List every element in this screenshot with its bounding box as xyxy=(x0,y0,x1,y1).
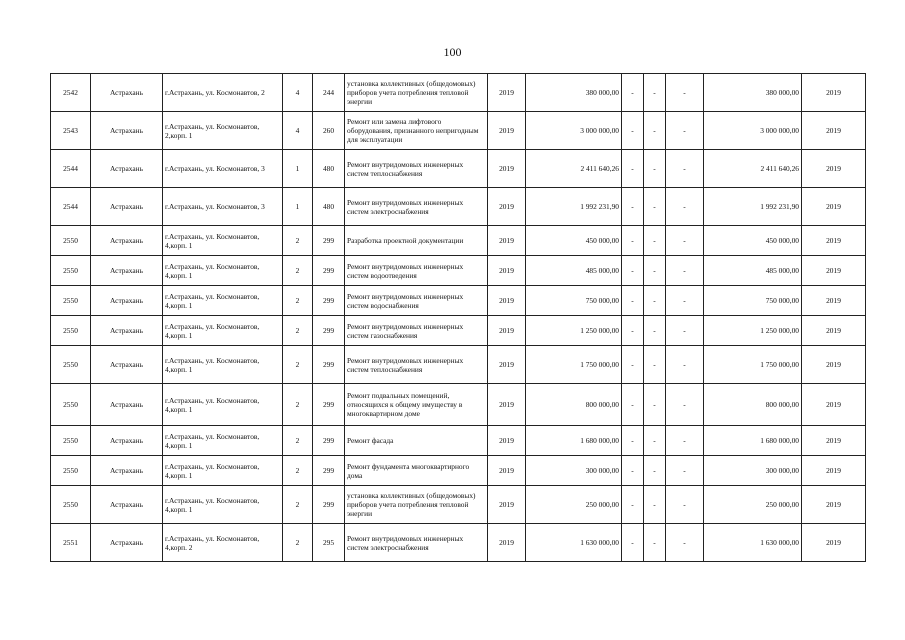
year-cell: 2019 xyxy=(488,384,526,426)
dash-cell-1: - xyxy=(622,256,644,286)
table-row xyxy=(51,426,866,456)
row-id-cell: 2550 xyxy=(51,384,91,426)
dash-cell-3: - xyxy=(666,188,704,226)
cost-cell: 450 000,00 xyxy=(526,226,622,256)
city-cell: Астрахань xyxy=(91,150,163,188)
apartments-cell: 480 xyxy=(313,150,345,188)
year-cell: 2019 xyxy=(488,74,526,112)
dash-cell-1: - xyxy=(622,112,644,150)
dash-cell-2: - xyxy=(644,74,666,112)
address-cell: г.Астрахань, ул. Космонавтов, 2 xyxy=(163,74,283,112)
address-cell: г.Астрахань, ул. Космонавтов, 3 xyxy=(163,150,283,188)
city-cell: Астрахань xyxy=(91,384,163,426)
apartments-cell: 299 xyxy=(313,426,345,456)
apartments-cell: 244 xyxy=(313,74,345,112)
table-row xyxy=(51,384,866,426)
floors-cell: 4 xyxy=(283,74,313,112)
row-id-cell: 2543 xyxy=(51,112,91,150)
dash-cell-2: - xyxy=(644,384,666,426)
cost-cell: 1 630 000,00 xyxy=(526,524,622,562)
cost-cell: 300 000,00 xyxy=(526,456,622,486)
city-cell: Астрахань xyxy=(91,486,163,524)
total-cell: 450 000,00 xyxy=(704,226,802,256)
city-cell: Астрахань xyxy=(91,426,163,456)
year-cell: 2019 xyxy=(488,426,526,456)
floors-cell: 2 xyxy=(283,384,313,426)
table-row xyxy=(51,112,866,150)
floors-cell: 1 xyxy=(283,188,313,226)
completion-year-cell: 2019 xyxy=(802,74,866,112)
dash-cell-2: - xyxy=(644,316,666,346)
dash-cell-3: - xyxy=(666,384,704,426)
dash-cell-1: - xyxy=(622,188,644,226)
total-cell: 3 000 000,00 xyxy=(704,112,802,150)
row-id-cell: 2550 xyxy=(51,486,91,524)
year-cell: 2019 xyxy=(488,286,526,316)
year-cell: 2019 xyxy=(488,524,526,562)
floors-cell: 1 xyxy=(283,150,313,188)
table-row xyxy=(51,316,866,346)
table-row xyxy=(51,456,866,486)
address-cell: г.Астрахань, ул. Космонавтов, 4,корп. 1 xyxy=(163,384,283,426)
dash-cell-3: - xyxy=(666,112,704,150)
apartments-cell: 299 xyxy=(313,456,345,486)
dash-cell-2: - xyxy=(644,188,666,226)
work-type-cell: установка коллективных (общедомовых) приборов учета потребления тепловой энергии xyxy=(345,486,488,524)
floors-cell: 2 xyxy=(283,346,313,384)
cost-cell: 485 000,00 xyxy=(526,256,622,286)
apartments-cell: 299 xyxy=(313,384,345,426)
dash-cell-1: - xyxy=(622,226,644,256)
dash-cell-2: - xyxy=(644,426,666,456)
apartments-cell: 299 xyxy=(313,316,345,346)
dash-cell-3: - xyxy=(666,74,704,112)
dash-cell-3: - xyxy=(666,486,704,524)
year-cell: 2019 xyxy=(488,346,526,384)
floors-cell: 2 xyxy=(283,524,313,562)
completion-year-cell: 2019 xyxy=(802,150,866,188)
cost-cell: 3 000 000,00 xyxy=(526,112,622,150)
work-type-cell: Ремонт внутридомовых инженерных систем водоснабжения xyxy=(345,286,488,316)
work-type-cell: Ремонт внутридомовых инженерных систем электроснабжения xyxy=(345,524,488,562)
city-cell: Астрахань xyxy=(91,112,163,150)
dash-cell-1: - xyxy=(622,316,644,346)
address-cell: г.Астрахань, ул. Космонавтов, 4,корп. 1 xyxy=(163,426,283,456)
total-cell: 750 000,00 xyxy=(704,286,802,316)
address-cell: г.Астрахань, ул. Космонавтов, 4,корп. 1 xyxy=(163,456,283,486)
address-cell: г.Астрахань, ул. Космонавтов, 4,корп. 1 xyxy=(163,346,283,384)
dash-cell-1: - xyxy=(622,486,644,524)
dash-cell-3: - xyxy=(666,150,704,188)
year-cell: 2019 xyxy=(488,256,526,286)
dash-cell-2: - xyxy=(644,112,666,150)
address-cell: г.Астрахань, ул. Космонавтов, 3 xyxy=(163,188,283,226)
work-type-cell: Ремонт внутридомовых инженерных систем электроснабжения xyxy=(345,188,488,226)
row-id-cell: 2550 xyxy=(51,286,91,316)
city-cell: Астрахань xyxy=(91,226,163,256)
apartments-cell: 299 xyxy=(313,346,345,384)
total-cell: 1 250 000,00 xyxy=(704,316,802,346)
floors-cell: 2 xyxy=(283,456,313,486)
cost-cell: 1 680 000,00 xyxy=(526,426,622,456)
year-cell: 2019 xyxy=(488,456,526,486)
dash-cell-3: - xyxy=(666,426,704,456)
city-cell: Астрахань xyxy=(91,188,163,226)
table-row xyxy=(51,226,866,256)
total-cell: 250 000,00 xyxy=(704,486,802,524)
city-cell: Астрахань xyxy=(91,346,163,384)
city-cell: Астрахань xyxy=(91,456,163,486)
cost-cell: 250 000,00 xyxy=(526,486,622,524)
dash-cell-1: - xyxy=(622,150,644,188)
row-id-cell: 2550 xyxy=(51,226,91,256)
dash-cell-3: - xyxy=(666,524,704,562)
work-type-cell: Ремонт или замена лифтового оборудования, признанного непригодным для эксплуатации xyxy=(345,112,488,150)
year-cell: 2019 xyxy=(488,150,526,188)
total-cell: 380 000,00 xyxy=(704,74,802,112)
row-id-cell: 2550 xyxy=(51,456,91,486)
apartments-cell: 299 xyxy=(313,256,345,286)
cost-cell: 750 000,00 xyxy=(526,286,622,316)
row-id-cell: 2551 xyxy=(51,524,91,562)
table-row xyxy=(51,188,866,226)
cost-cell: 1 992 231,90 xyxy=(526,188,622,226)
total-cell: 800 000,00 xyxy=(704,384,802,426)
work-type-cell: Ремонт внутридомовых инженерных систем газоснабжения xyxy=(345,316,488,346)
completion-year-cell: 2019 xyxy=(802,346,866,384)
table-row xyxy=(51,486,866,524)
row-id-cell: 2544 xyxy=(51,150,91,188)
cost-cell: 1 750 000,00 xyxy=(526,346,622,384)
work-type-cell: установка коллективных (общедомовых) приборов учета потребления тепловой энергии xyxy=(345,74,488,112)
work-type-cell: Ремонт внутридомовых инженерных систем теплоснабжения xyxy=(345,346,488,384)
dash-cell-3: - xyxy=(666,256,704,286)
table-row xyxy=(51,286,866,316)
apartments-cell: 299 xyxy=(313,286,345,316)
floors-cell: 2 xyxy=(283,256,313,286)
year-cell: 2019 xyxy=(488,486,526,524)
floors-cell: 2 xyxy=(283,226,313,256)
dash-cell-1: - xyxy=(622,426,644,456)
dash-cell-1: - xyxy=(622,524,644,562)
dash-cell-2: - xyxy=(644,286,666,316)
completion-year-cell: 2019 xyxy=(802,456,866,486)
apartments-cell: 260 xyxy=(313,112,345,150)
city-cell: Астрахань xyxy=(91,316,163,346)
apartments-cell: 299 xyxy=(313,486,345,524)
cost-cell: 800 000,00 xyxy=(526,384,622,426)
row-id-cell: 2550 xyxy=(51,426,91,456)
dash-cell-2: - xyxy=(644,486,666,524)
address-cell: г.Астрахань, ул. Космонавтов, 4,корп. 1 xyxy=(163,256,283,286)
row-id-cell: 2550 xyxy=(51,316,91,346)
table-row xyxy=(51,150,866,188)
year-cell: 2019 xyxy=(488,112,526,150)
table-row xyxy=(51,74,866,112)
cost-cell: 2 411 640,26 xyxy=(526,150,622,188)
floors-cell: 2 xyxy=(283,426,313,456)
work-type-cell: Разработка проектной документации xyxy=(345,226,488,256)
dash-cell-2: - xyxy=(644,226,666,256)
work-type-cell: Ремонт внутридомовых инженерных систем теплоснабжения xyxy=(345,150,488,188)
year-cell: 2019 xyxy=(488,316,526,346)
dash-cell-2: - xyxy=(644,256,666,286)
total-cell: 1 750 000,00 xyxy=(704,346,802,384)
cost-cell: 1 250 000,00 xyxy=(526,316,622,346)
year-cell: 2019 xyxy=(488,226,526,256)
city-cell: Астрахань xyxy=(91,524,163,562)
total-cell: 1 630 000,00 xyxy=(704,524,802,562)
total-cell: 1 992 231,90 xyxy=(704,188,802,226)
capital-repair-table xyxy=(50,73,866,562)
dash-cell-1: - xyxy=(622,384,644,426)
work-type-cell: Ремонт внутридомовых инженерных систем водоотведения xyxy=(345,256,488,286)
address-cell: г.Астрахань, ул. Космонавтов, 4,корп. 1 xyxy=(163,316,283,346)
total-cell: 300 000,00 xyxy=(704,456,802,486)
completion-year-cell: 2019 xyxy=(802,486,866,524)
dash-cell-1: - xyxy=(622,286,644,316)
completion-year-cell: 2019 xyxy=(802,524,866,562)
dash-cell-3: - xyxy=(666,346,704,384)
row-id-cell: 2550 xyxy=(51,256,91,286)
total-cell: 2 411 640,26 xyxy=(704,150,802,188)
dash-cell-2: - xyxy=(644,456,666,486)
dash-cell-3: - xyxy=(666,316,704,346)
completion-year-cell: 2019 xyxy=(802,226,866,256)
address-cell: г.Астрахань, ул. Космонавтов, 4,корп. 1 xyxy=(163,226,283,256)
dash-cell-1: - xyxy=(622,346,644,384)
work-type-cell: Ремонт фасада xyxy=(345,426,488,456)
floors-cell: 2 xyxy=(283,316,313,346)
table-row xyxy=(51,346,866,384)
row-id-cell: 2544 xyxy=(51,188,91,226)
dash-cell-2: - xyxy=(644,524,666,562)
dash-cell-1: - xyxy=(622,74,644,112)
dash-cell-3: - xyxy=(666,286,704,316)
year-cell: 2019 xyxy=(488,188,526,226)
completion-year-cell: 2019 xyxy=(802,384,866,426)
page-number: 100 xyxy=(443,45,462,59)
dash-cell-1: - xyxy=(622,456,644,486)
apartments-cell: 299 xyxy=(313,226,345,256)
completion-year-cell: 2019 xyxy=(802,188,866,226)
address-cell: г.Астрахань, ул. Космонавтов, 4,корп. 2 xyxy=(163,524,283,562)
address-cell: г.Астрахань, ул. Космонавтов, 4,корп. 1 xyxy=(163,486,283,524)
row-id-cell: 2550 xyxy=(51,346,91,384)
work-type-cell: Ремонт подвальных помещений, относящихся к общему имуществу в многоквартирном доме xyxy=(345,384,488,426)
city-cell: Астрахань xyxy=(91,256,163,286)
address-cell: г.Астрахань, ул. Космонавтов, 4,корп. 1 xyxy=(163,286,283,316)
floors-cell: 2 xyxy=(283,486,313,524)
completion-year-cell: 2019 xyxy=(802,112,866,150)
dash-cell-3: - xyxy=(666,456,704,486)
apartments-cell: 295 xyxy=(313,524,345,562)
completion-year-cell: 2019 xyxy=(802,426,866,456)
completion-year-cell: 2019 xyxy=(802,286,866,316)
completion-year-cell: 2019 xyxy=(802,316,866,346)
apartments-cell: 480 xyxy=(313,188,345,226)
dash-cell-2: - xyxy=(644,346,666,384)
work-type-cell: Ремонт фундамента многоквартирного дома xyxy=(345,456,488,486)
table-row xyxy=(51,524,866,562)
table-row xyxy=(51,256,866,286)
total-cell: 485 000,00 xyxy=(704,256,802,286)
dash-cell-3: - xyxy=(666,226,704,256)
completion-year-cell: 2019 xyxy=(802,256,866,286)
row-id-cell: 2542 xyxy=(51,74,91,112)
city-cell: Астрахань xyxy=(91,286,163,316)
dash-cell-2: - xyxy=(644,150,666,188)
cost-cell: 380 000,00 xyxy=(526,74,622,112)
total-cell: 1 680 000,00 xyxy=(704,426,802,456)
floors-cell: 2 xyxy=(283,286,313,316)
city-cell: Астрахань xyxy=(91,74,163,112)
floors-cell: 4 xyxy=(283,112,313,150)
address-cell: г.Астрахань, ул. Космонавтов, 2,корп. 1 xyxy=(163,112,283,150)
